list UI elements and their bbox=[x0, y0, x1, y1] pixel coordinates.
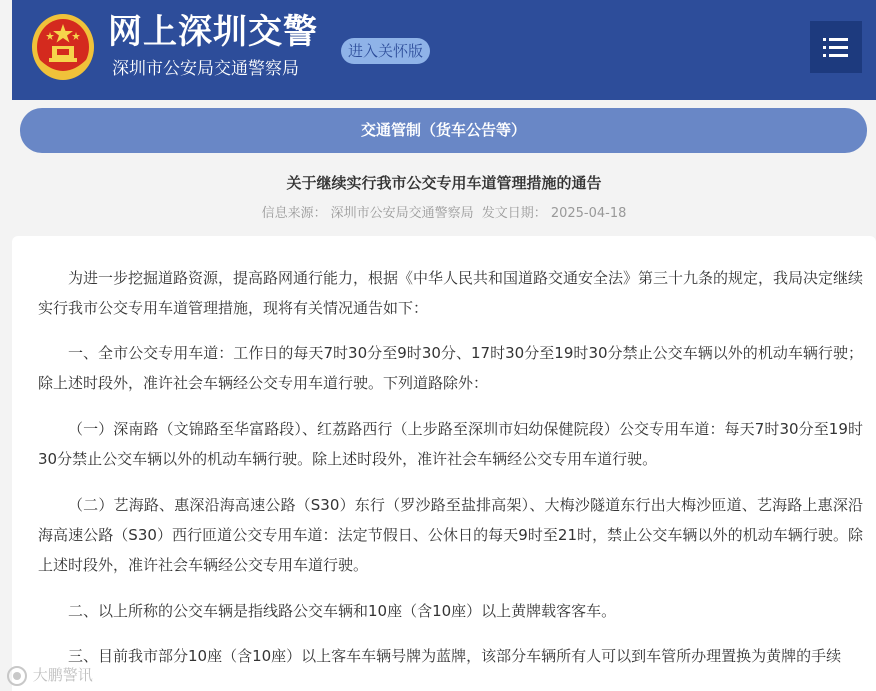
site-subtitle: 深圳市公安局交通警察局 bbox=[112, 59, 299, 79]
article-paragraph: 二、以上所称的公交车辆是指线路公交车辆和10座（含10座）以上黄牌载客客车。 bbox=[68, 602, 617, 620]
category-nav-bar[interactable]: 交通管制（货车公告等） bbox=[20, 108, 867, 153]
article-paragraph: （二）艺海路、惠深沿海高速公路（S30）东行（罗沙路至盐排高架）、大梅沙隧道东行出大梅沙匝道、艺海路上惠深沿海高速公路（S30）西行匝道公交专用车道：法定节假日、公休日的每天9时至21时，禁止公交车辆以外的机动车辆行驶。除上述时段外，准许社会车辆经公交专用车道行驶。 bbox=[38, 496, 863, 574]
article-paragraph: （一）深南路（文锦路至华富路段）、红荔路西行（上步路至深圳市妇幼保健院段）公交专用车道：每天7时30分至19时30分禁止公交车辆以外的机动车辆行驶。除上述时段外，准许社会车辆经公交专用车道行驶。 bbox=[38, 420, 863, 468]
date-value: 2025-04-18 bbox=[550, 206, 627, 221]
site-header bbox=[12, 0, 876, 100]
article-title: 关于继续实行我市公交专用车道管理措施的通告 bbox=[286, 174, 602, 192]
article-paragraph: 三、目前我市部分10座（含10座）以上客车车辆号牌为蓝牌，该部分车辆所有人可以到车管所办理置换为黄牌的手续 bbox=[68, 647, 842, 665]
article-content bbox=[12, 236, 876, 691]
watermark bbox=[6, 662, 93, 688]
watermark-logo-icon bbox=[6, 665, 28, 687]
watermark-text: 大鹏警讯 bbox=[32, 666, 93, 684]
care-mode-button[interactable]: 进入关怀版 bbox=[341, 38, 430, 64]
police-emblem-icon[interactable] bbox=[30, 10, 96, 82]
date-label: 发文日期： bbox=[481, 206, 547, 221]
site-title: 网上深圳交警 bbox=[108, 12, 318, 52]
article-paragraph: 一、全市公交专用车道：工作日的每天7时30分至9时30分、17时30分至19时30分禁止公交车辆以外的机动车辆行驶；除上述时段外，准许社会车辆经公交专用车道行驶。下列道路除外： bbox=[38, 344, 863, 392]
article-paragraph: 为进一步挖掘道路资源，提高路网通行能力，根据《中华人民共和国道路交通安全法》第三十九条的规定，我局决定继续实行我市公交专用车道管理措施，现将有关情况通告如下： bbox=[38, 269, 864, 317]
source-label: 信息来源： bbox=[261, 206, 327, 221]
source-value: 深圳市公安局交通警察局 bbox=[330, 206, 474, 221]
article-meta bbox=[0, 204, 876, 224]
menu-button[interactable] bbox=[810, 21, 862, 73]
